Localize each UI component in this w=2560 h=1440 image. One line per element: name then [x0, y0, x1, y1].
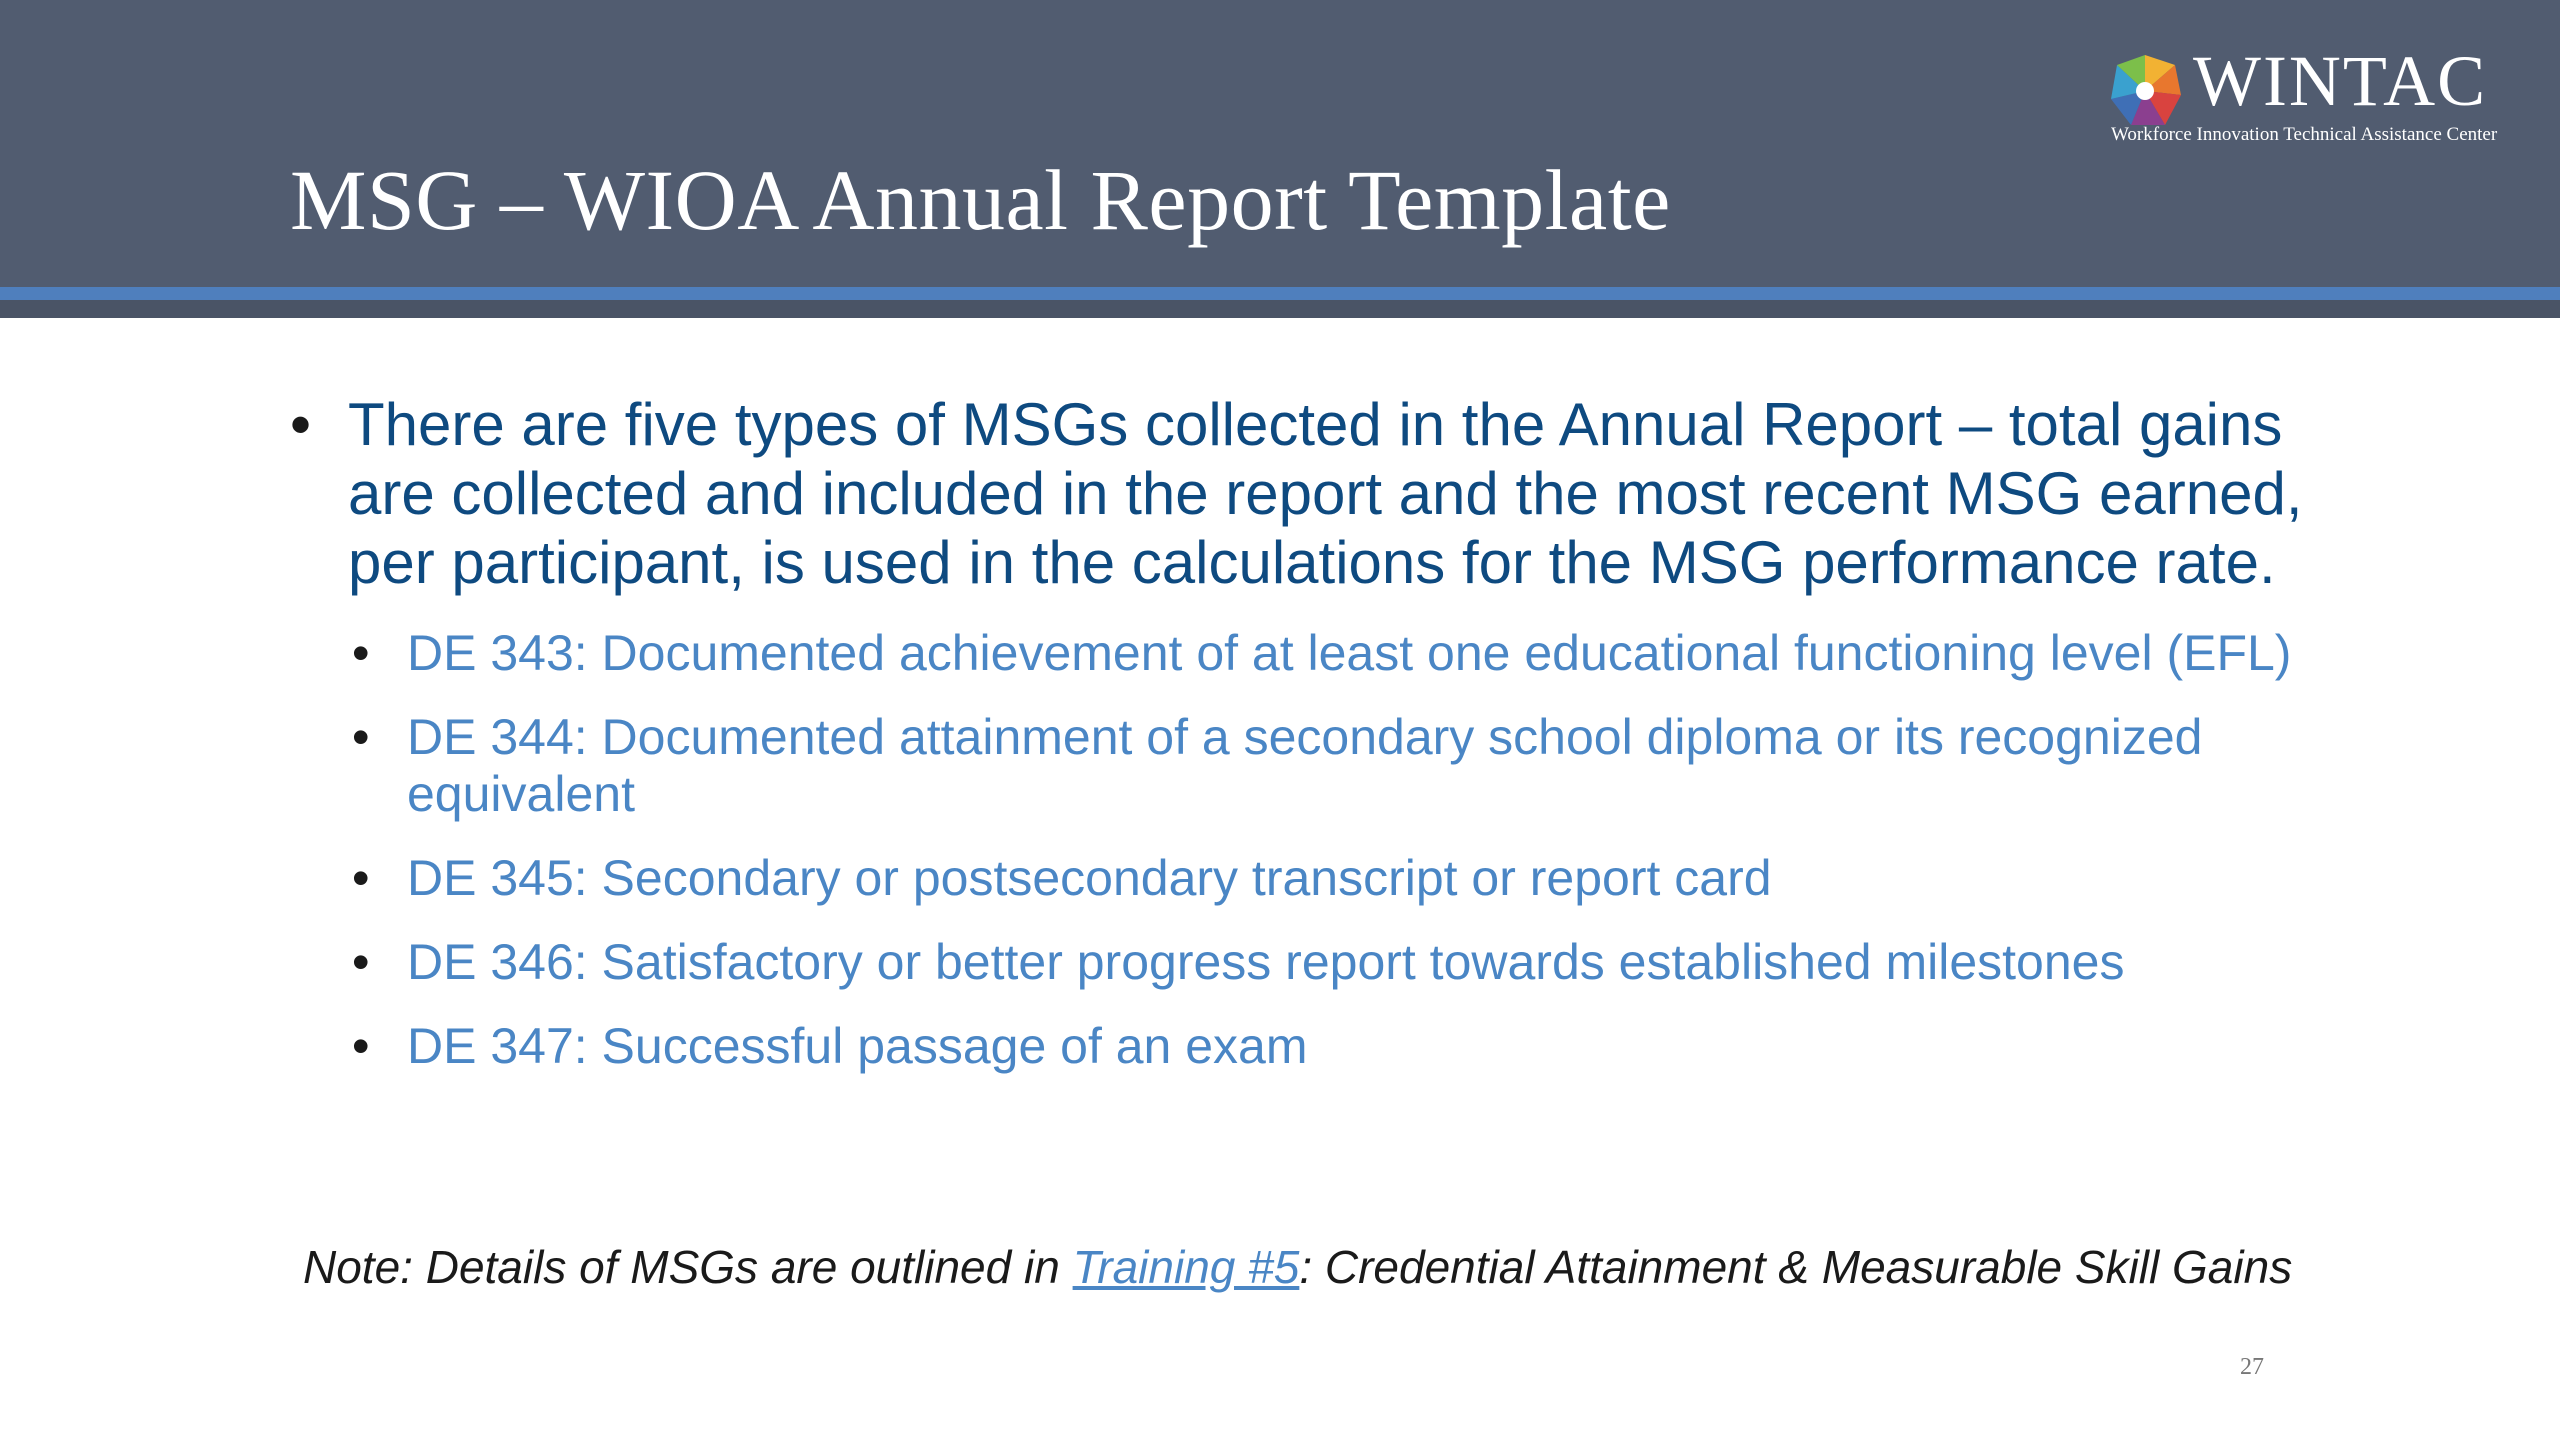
header-accent-stripe: [0, 287, 2560, 300]
bullet-icon: •: [352, 625, 370, 681]
list-item: [290, 850, 2370, 907]
list-item-text: DE 343: Documented achievement of at least one educational functioning level (EFL): [407, 625, 2292, 681]
list-item-text: DE 345: Secondary or postsecondary transcript or report card: [407, 850, 1772, 906]
msg-types-list: [290, 625, 2370, 1075]
slide-header: [0, 0, 2560, 287]
list-item: [290, 934, 2370, 991]
wintac-pinwheel-icon: [2105, 51, 2185, 131]
slide-content: [290, 390, 2370, 1102]
main-bullet-text: There are five types of MSGs collected in the Annual Report – total gains are collected and included in the report and the most recent MSG earned, per participant, is used in the calculations for the MSG performance rate.: [348, 391, 2303, 596]
bullet-icon: •: [352, 709, 370, 765]
main-bullet: [290, 390, 2370, 597]
bullet-icon: •: [352, 1018, 370, 1074]
list-item: [290, 625, 2370, 682]
logo-subtitle: Workforce Innovation Technical Assistance Center: [2111, 124, 2498, 145]
training-5-link[interactable]: Training #5: [1072, 1241, 1300, 1293]
logo-wordmark: WINTAC: [2193, 41, 2488, 121]
page-number: 27: [2240, 1354, 2264, 1380]
note-suffix: : Credential Attainment & Measurable Skill Gains: [1299, 1241, 2293, 1293]
note-prefix: Note: Details of MSGs are outlined in: [303, 1241, 1073, 1293]
header-divider-stripe: [0, 300, 2560, 318]
list-item: [290, 1018, 2370, 1075]
list-item-text: DE 346: Satisfactory or better progress report towards established milestones: [407, 934, 2125, 990]
bullet-icon: •: [290, 391, 312, 458]
bullet-icon: •: [352, 934, 370, 990]
footnote: [303, 1240, 2292, 1294]
list-item-text: DE 347: Successful passage of an exam: [407, 1018, 1308, 1074]
list-item-text: DE 344: Documented attainment of a secondary school diploma or its recognized equivalent: [407, 709, 2203, 822]
list-item: [290, 709, 2370, 823]
wintac-logo: [2105, 41, 2535, 155]
slide-title: MSG – WIOA Annual Report Template: [290, 152, 1671, 248]
bullet-icon: •: [352, 850, 370, 906]
